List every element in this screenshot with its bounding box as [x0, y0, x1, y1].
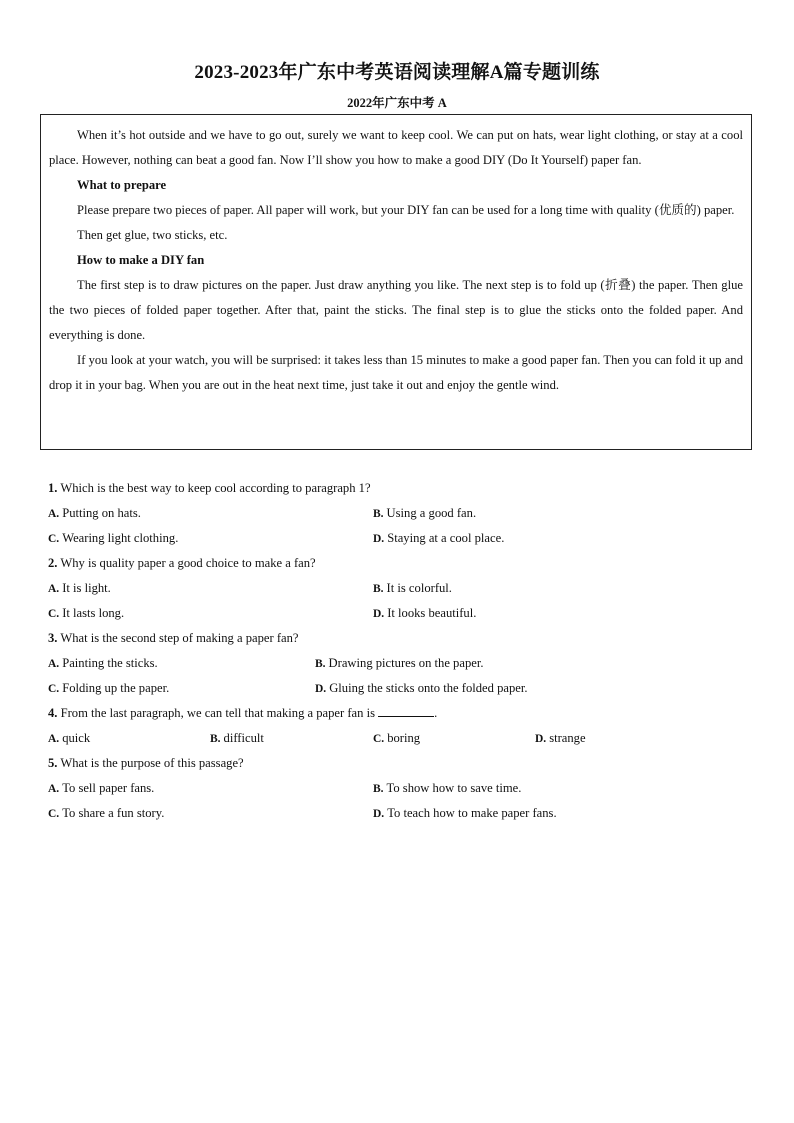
option-d[interactable]: D. Gluing the sticks onto the folded paper.: [315, 681, 528, 695]
option-d[interactable]: D. To teach how to make paper fans.: [373, 806, 557, 820]
passage-paragraph-4: The first step is to draw pictures on the paper. Just draw anything you like. The next step is to fold up (折叠) the paper. Then glue the two pieces of folded paper together. After that, paint the sticks. The final step is to glue the sticks onto the folded paper. And everything is done.: [49, 278, 743, 342]
option-row: [48, 576, 748, 601]
section-subtitle: 2022年广东中考 A: [347, 96, 447, 110]
question-5: [48, 751, 748, 776]
question-list: [48, 476, 748, 826]
option-c[interactable]: C. It lasts long.: [48, 606, 125, 620]
answer-blank[interactable]: [378, 702, 434, 717]
question-2: [48, 551, 748, 576]
option-row: [48, 601, 748, 626]
question-number: 2.: [48, 556, 58, 570]
passage-heading-prepare: What to prepare: [77, 178, 167, 192]
passage-paragraph-3: Then get glue, two sticks, etc.: [77, 228, 228, 242]
page-title: 2023-2023年广东中考英语阅读理解A篇专题训练: [194, 62, 600, 83]
option-c[interactable]: C. To share a fun story.: [48, 806, 165, 820]
option-b[interactable]: B. It is colorful.: [373, 581, 452, 595]
question-text: From the last paragraph, we can tell that making a paper fan is: [60, 706, 375, 720]
option-c[interactable]: C. Folding up the paper.: [48, 681, 170, 695]
option-d[interactable]: D. Staying at a cool place.: [373, 531, 505, 545]
option-a[interactable]: A. To sell paper fans.: [48, 781, 155, 795]
question-3: [48, 626, 748, 651]
option-row: [48, 501, 748, 526]
question-text: Why is quality paper a good choice to make a fan?: [60, 556, 316, 570]
reading-passage: [40, 114, 752, 450]
option-a[interactable]: A. quick: [48, 731, 91, 745]
passage-paragraph-5: If you look at your watch, you will be surprised: it takes less than 15 minutes to make a good paper fan. Then you can fold it up and drop it in your bag. When you are out in the heat next time, just take it out and enjoy the gentle wind.: [49, 353, 743, 392]
question-1: [48, 476, 748, 501]
question-number: 3.: [48, 631, 58, 645]
option-row: [48, 651, 748, 676]
option-b[interactable]: B. Using a good fan.: [373, 506, 477, 520]
question-text: Which is the best way to keep cool according to paragraph 1?: [60, 481, 371, 495]
option-row: [48, 776, 748, 801]
option-c[interactable]: C. Wearing light clothing.: [48, 531, 179, 545]
option-a[interactable]: A. Painting the sticks.: [48, 656, 158, 670]
passage-heading-make: How to make a DIY fan: [77, 253, 205, 267]
option-a[interactable]: A. It is light.: [48, 581, 111, 595]
option-row: [48, 676, 748, 701]
question-number: 1.: [48, 481, 58, 495]
option-row: [48, 526, 748, 551]
option-d[interactable]: D. It looks beautiful.: [373, 606, 477, 620]
option-c[interactable]: C. boring: [373, 731, 421, 745]
option-row: [48, 801, 748, 826]
option-b[interactable]: B. To show how to save time.: [373, 781, 522, 795]
question-text: What is the second step of making a paper fan?: [60, 631, 299, 645]
passage-paragraph-2: Please prepare two pieces of paper. All paper will work, but your DIY fan can be used for a long time with quality (优质的) paper.: [77, 203, 735, 217]
question-number: 5.: [48, 756, 58, 770]
passage-paragraph-1: When it’s hot outside and we have to go out, surely we want to keep cool. We can put on hats, wear light clothing, or stay at a cool place. However, nothing can beat a good fan. Now I’ll show you how to make a good DIY (Do It Yourself) paper fan.: [49, 128, 743, 167]
option-b[interactable]: B. difficult: [210, 731, 264, 745]
option-d[interactable]: D. strange: [535, 731, 586, 745]
question-text: What is the purpose of this passage?: [60, 756, 244, 770]
question-number: 4.: [48, 706, 58, 720]
option-a[interactable]: A. Putting on hats.: [48, 506, 141, 520]
option-row: [48, 726, 748, 751]
question-4: 4. From the last paragraph, we can tell that making a paper fan is .: [48, 701, 748, 726]
option-b[interactable]: B. Drawing pictures on the paper.: [315, 656, 484, 670]
